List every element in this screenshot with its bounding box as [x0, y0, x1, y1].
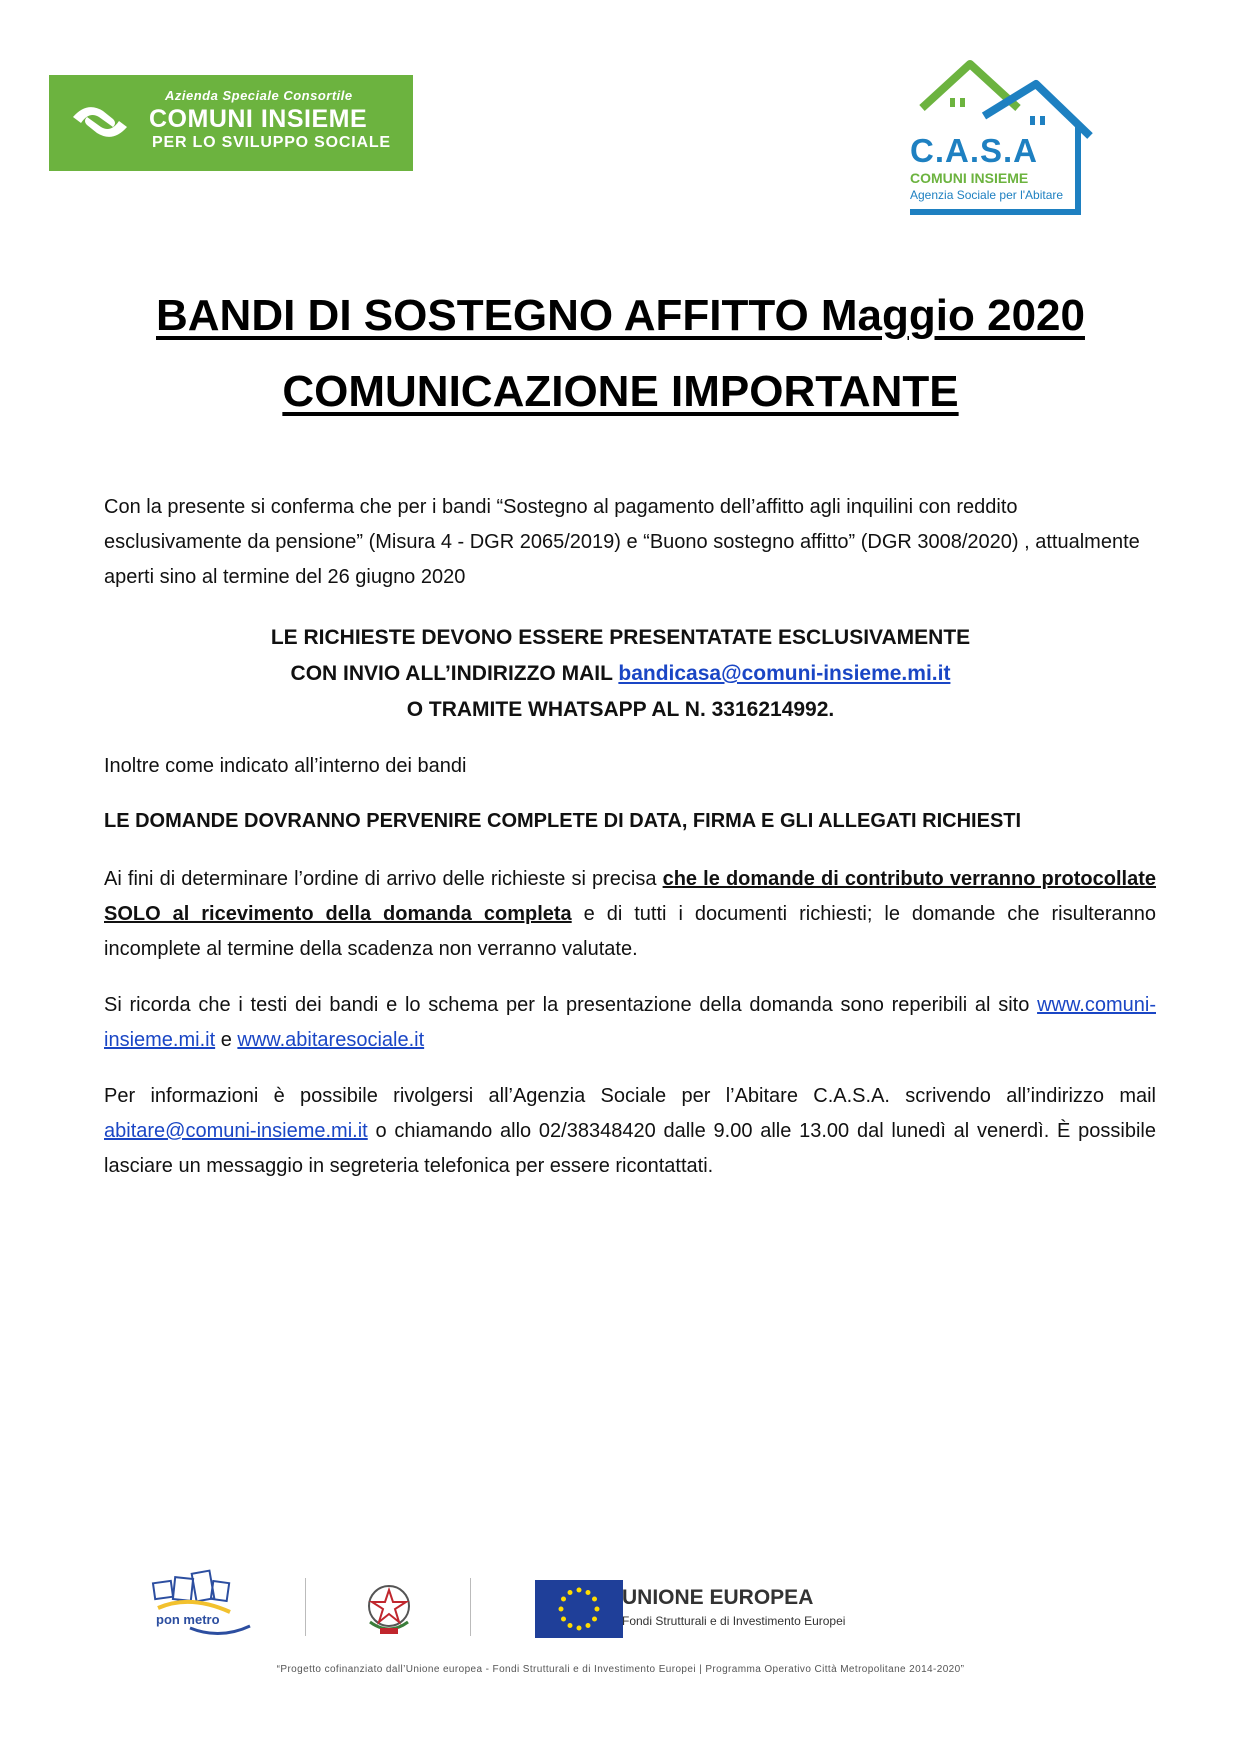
- bandicasa-email-link[interactable]: bandicasa@comuni-insieme.mi.it: [618, 662, 951, 685]
- abitaresociale-site-link[interactable]: www.abitaresociale.it: [237, 1029, 425, 1051]
- eu-title: UNIONE EUROPEA: [622, 1586, 814, 1609]
- eu-flag-icon: [535, 1580, 623, 1638]
- domande-paragraph: LE DOMANDE DOVRANNO PERVENIRE COMPLETE DI DATA, FIRMA E GLI ALLEGATI RICHIESTI: [104, 810, 1022, 832]
- pon-metro-label: pon metro: [156, 1612, 220, 1627]
- logo-left-line2: COMUNI INSIEME: [149, 105, 368, 133]
- hands-icon: [69, 97, 131, 147]
- ordine-suffix: e di tutti i documenti richiesti; le domande che risulteranno incomplete al termine della scadenza non verranno valutate.: [104, 903, 1156, 960]
- logo-left-line3: PER LO SVILUPPO SOCIALE: [152, 134, 391, 151]
- ordine-paragraph: [104, 862, 1156, 967]
- ordine-prefix: Ai fini di determinare l’ordine di arrivo delle richieste si precisa: [104, 868, 663, 890]
- casa-logo: [900, 60, 1100, 220]
- info-suffix: o chiamando allo 02/38348420 dalle 9.00 alle 13.00 dal lunedì al venerdì. È possibile lasciare un messaggio in segreteria telefonica per essere ricontattati.: [104, 1120, 1156, 1177]
- request-line-2: [0, 656, 1241, 692]
- inoltre-paragraph: Inoltre come indicato all’interno dei bandi: [104, 755, 467, 777]
- ricorda-mid: e: [215, 1029, 238, 1051]
- page-title: BANDI DI SOSTEGNO AFFITTO Maggio 2020: [156, 291, 1085, 340]
- italian-republic-emblem: [362, 1578, 416, 1638]
- footer-note: “Progetto cofinanziato dall’Unione europea - Fondi Strutturali e di Investimento Europei | Programma Operativo Città Metropolitane 2014-2020”: [276, 1664, 965, 1675]
- info-prefix: Per informazioni è possibile rivolgersi all’Agenzia Sociale per l’Abitare C.A.S.A. scrivendo all’indirizzo mail: [104, 1085, 1156, 1107]
- footer-logos: [150, 1568, 870, 1648]
- footer-separator-2: [470, 1578, 471, 1636]
- casa-sub1: COMUNI INSIEME: [910, 170, 1029, 186]
- comuni-insieme-site-link[interactable]: www.comuni-insieme.mi.it: [104, 994, 1156, 1051]
- intro-paragraph: Con la presente si conferma che per i bandi “Sostegno al pagamento dell’affitto agli inquilini con reddito esclusivamente da pensione” (Misura 4 - DGR 2065/2019) e “Buono sostegno affitto” (DGR 3008/2020) , attualmente aperti sino al termine del 26 giugno 2020: [104, 496, 1140, 588]
- info-paragraph: [104, 1079, 1156, 1184]
- ricorda-paragraph: [104, 988, 1156, 1058]
- page-subtitle: COMUNICAZIONE IMPORTANTE: [282, 367, 959, 416]
- comuni-insieme-logo: [49, 75, 413, 171]
- pon-metro-logo: [150, 1568, 260, 1646]
- ordine-emphasis: che le domande di contributo verranno protocollate SOLO al ricevimento della domanda completa: [104, 868, 1156, 925]
- request-line-2-prefix: CON INVIO ALL’INDIRIZZO MAIL: [290, 662, 619, 685]
- eu-subtitle: Fondi Strutturali e di Investimento Europei: [622, 1614, 846, 1628]
- request-line-1: LE RICHIESTE DEVONO ESSERE PRESENTATATE ESCLUSIVAMENTE: [270, 626, 971, 649]
- footer-separator-1: [305, 1578, 306, 1636]
- abitare-email-link[interactable]: abitare@comuni-insieme.mi.it: [104, 1120, 368, 1142]
- casa-name: C.A.S.A: [910, 132, 1039, 169]
- request-line-3: O TRAMITE WHATSAPP AL N. 3316214992.: [406, 698, 835, 721]
- ricorda-prefix: Si ricorda che i testi dei bandi e lo schema per la presentazione della domanda sono reperibili al sito: [104, 994, 1038, 1016]
- logo-left-line1: Azienda Speciale Consortile: [165, 88, 353, 103]
- casa-sub2: Agenzia Sociale per l'Abitare: [910, 188, 1064, 202]
